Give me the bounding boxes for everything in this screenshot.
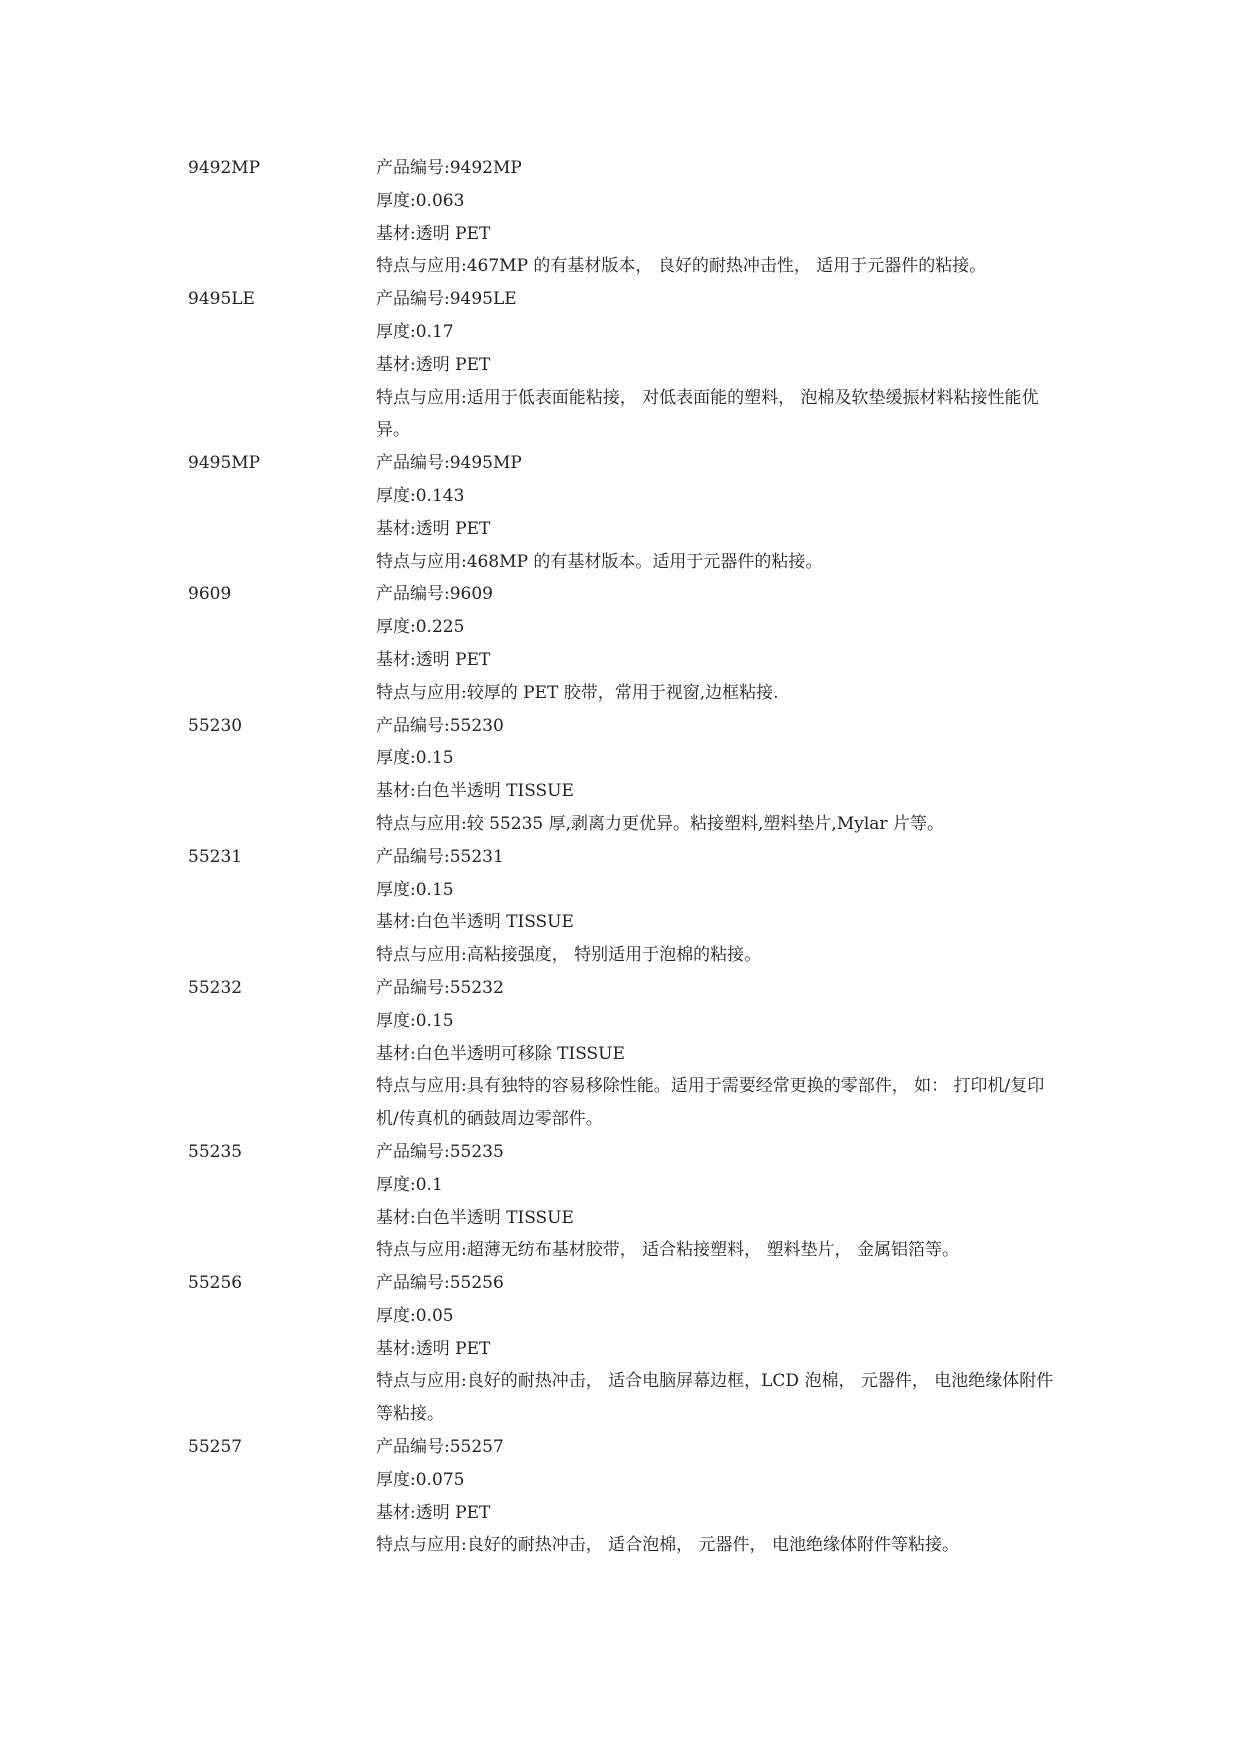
features-value: 超薄无纺布基材胶带， 适合粘接塑料， 塑料垫片， 金属铝箔等。 bbox=[466, 1240, 959, 1261]
features-value: 具有独特的容易移除性能。适用于需要经常更换的零部件， 如： 打印机/复印机/传真机的硒鼓周边零部件。 bbox=[376, 1076, 1045, 1130]
product-id-label: 产品编号: bbox=[376, 1141, 450, 1162]
product-details bbox=[376, 578, 1056, 709]
product-details bbox=[376, 447, 1056, 578]
features-line bbox=[376, 546, 1056, 579]
features-label: 特点与应用: bbox=[376, 1371, 467, 1392]
product-id-line bbox=[376, 152, 1056, 185]
substrate-label: 基材: bbox=[376, 781, 416, 802]
product-details bbox=[376, 283, 1056, 447]
substrate-label: 基材: bbox=[376, 518, 416, 539]
product-id-value: 9495LE bbox=[449, 289, 517, 310]
product-id-label: 产品编号: bbox=[376, 453, 450, 474]
product-id-line bbox=[376, 447, 1056, 480]
substrate-value: 透明 PET bbox=[415, 1502, 491, 1523]
substrate-label: 基材: bbox=[376, 223, 416, 244]
thickness-line bbox=[376, 316, 1056, 349]
substrate-line bbox=[376, 513, 1056, 546]
substrate-line bbox=[376, 1333, 1056, 1366]
product-details bbox=[376, 152, 1056, 283]
product-list bbox=[0, 152, 1241, 1562]
substrate-label: 基材: bbox=[376, 354, 416, 375]
features-line bbox=[376, 1529, 1056, 1562]
substrate-value: 透明 PET bbox=[415, 649, 491, 670]
substrate-label: 基材: bbox=[376, 912, 416, 933]
features-value: 良好的耐热冲击， 适合泡棉， 元器件， 电池绝缘体附件等粘接。 bbox=[466, 1535, 959, 1556]
product-entry bbox=[0, 710, 1241, 841]
product-code: 9495LE bbox=[188, 289, 255, 310]
thickness-value: 0.15 bbox=[415, 879, 454, 900]
thickness-label: 厚度: bbox=[376, 1174, 416, 1195]
substrate-value: 白色半透明可移除 TISSUE bbox=[415, 1043, 625, 1064]
product-id-value: 55232 bbox=[449, 977, 504, 998]
features-line bbox=[376, 677, 1056, 710]
features-line bbox=[376, 1070, 1056, 1136]
thickness-line bbox=[376, 1464, 1056, 1497]
product-id-line bbox=[376, 1267, 1056, 1300]
thickness-line bbox=[376, 480, 1056, 513]
features-value: 良好的耐热冲击， 适合电脑屏幕边框，LCD 泡棉， 元器件， 电池绝缘体附件等粘接。 bbox=[376, 1371, 1054, 1425]
thickness-value: 0.15 bbox=[415, 748, 454, 769]
substrate-line bbox=[376, 1202, 1056, 1235]
substrate-line bbox=[376, 218, 1056, 251]
substrate-label: 基材: bbox=[376, 1207, 416, 1228]
product-id-line bbox=[376, 710, 1056, 743]
features-label: 特点与应用: bbox=[376, 256, 467, 277]
thickness-label: 厚度: bbox=[376, 485, 416, 506]
features-line bbox=[376, 1234, 1056, 1267]
product-details bbox=[376, 841, 1056, 972]
substrate-value: 透明 PET bbox=[415, 1338, 491, 1359]
thickness-value: 0.225 bbox=[415, 617, 465, 638]
features-label: 特点与应用: bbox=[376, 387, 467, 408]
product-id-line bbox=[376, 283, 1056, 316]
thickness-line bbox=[376, 611, 1056, 644]
thickness-line bbox=[376, 185, 1056, 218]
product-details bbox=[376, 1267, 1056, 1431]
substrate-value: 透明 PET bbox=[415, 223, 491, 244]
substrate-line bbox=[376, 349, 1056, 382]
product-id-line bbox=[376, 841, 1056, 874]
product-id-value: 55231 bbox=[449, 846, 504, 867]
features-label: 特点与应用: bbox=[376, 682, 467, 703]
features-label: 特点与应用: bbox=[376, 551, 467, 572]
features-value: 适用于低表面能粘接， 对低表面能的塑料， 泡棉及软垫缓振材料粘接性能优异。 bbox=[376, 387, 1039, 441]
features-label: 特点与应用: bbox=[376, 945, 467, 966]
product-id-label: 产品编号: bbox=[376, 584, 450, 605]
product-entry bbox=[0, 972, 1241, 1136]
product-id-label: 产品编号: bbox=[376, 846, 450, 867]
product-code: 9495MP bbox=[188, 453, 261, 474]
product-details bbox=[376, 972, 1056, 1136]
product-id-line bbox=[376, 1136, 1056, 1169]
thickness-line bbox=[376, 742, 1056, 775]
product-id-label: 产品编号: bbox=[376, 158, 450, 178]
thickness-line bbox=[376, 874, 1056, 907]
product-id-value: 9609 bbox=[449, 584, 493, 605]
features-label: 特点与应用: bbox=[376, 1076, 467, 1097]
product-code: 55257 bbox=[188, 1437, 243, 1458]
features-label: 特点与应用: bbox=[376, 813, 467, 834]
product-code: 9609 bbox=[188, 584, 232, 605]
substrate-line bbox=[376, 775, 1056, 808]
features-value: 467MP 的有基材版本， 良好的耐热冲击性， 适用于元器件的粘接。 bbox=[466, 256, 987, 277]
thickness-line bbox=[376, 1300, 1056, 1333]
product-entry bbox=[0, 1136, 1241, 1267]
thickness-value: 0.17 bbox=[415, 321, 454, 342]
substrate-value: 透明 PET bbox=[415, 354, 491, 375]
substrate-value: 透明 PET bbox=[415, 518, 491, 539]
substrate-line bbox=[376, 906, 1056, 939]
product-id-line bbox=[376, 1431, 1056, 1464]
substrate-line bbox=[376, 1497, 1056, 1530]
features-line bbox=[376, 382, 1056, 448]
product-entry bbox=[0, 578, 1241, 709]
thickness-label: 厚度: bbox=[376, 1469, 416, 1490]
product-code: 55235 bbox=[188, 1141, 243, 1162]
product-code: 55230 bbox=[188, 715, 243, 736]
thickness-label: 厚度: bbox=[376, 879, 416, 900]
product-id-value: 9495MP bbox=[449, 453, 522, 474]
product-id-value: 55230 bbox=[449, 715, 504, 736]
substrate-label: 基材: bbox=[376, 1502, 416, 1523]
product-id-label: 产品编号: bbox=[376, 715, 450, 736]
thickness-value: 0.063 bbox=[415, 190, 465, 211]
product-id-label: 产品编号: bbox=[376, 1437, 450, 1458]
thickness-line bbox=[376, 1005, 1056, 1038]
product-id-label: 产品编号: bbox=[376, 977, 450, 998]
substrate-line bbox=[376, 644, 1056, 677]
product-id-label: 产品编号: bbox=[376, 1273, 450, 1294]
thickness-line bbox=[376, 1169, 1056, 1202]
product-code: 9492MP bbox=[188, 158, 261, 178]
features-label: 特点与应用: bbox=[376, 1240, 467, 1261]
substrate-label: 基材: bbox=[376, 1043, 416, 1064]
features-line bbox=[376, 250, 1056, 283]
features-line bbox=[376, 808, 1056, 841]
thickness-value: 0.15 bbox=[415, 1010, 454, 1031]
substrate-line bbox=[376, 1038, 1056, 1071]
product-id-line bbox=[376, 578, 1056, 611]
product-details bbox=[376, 1431, 1056, 1562]
features-value: 468MP 的有基材版本。适用于元器件的粘接。 bbox=[466, 551, 823, 572]
substrate-label: 基材: bbox=[376, 649, 416, 670]
product-code: 55231 bbox=[188, 846, 243, 867]
thickness-value: 0.05 bbox=[415, 1305, 454, 1326]
features-label: 特点与应用: bbox=[376, 1535, 467, 1556]
product-code: 55232 bbox=[188, 977, 243, 998]
product-details bbox=[376, 710, 1056, 841]
product-entry bbox=[0, 841, 1241, 972]
features-line bbox=[376, 939, 1056, 972]
product-entry bbox=[0, 152, 1241, 283]
substrate-value: 白色半透明 TISSUE bbox=[415, 912, 574, 933]
product-id-value: 9492MP bbox=[449, 158, 522, 178]
product-entry bbox=[0, 447, 1241, 578]
product-code: 55256 bbox=[188, 1273, 243, 1294]
product-id-value: 55235 bbox=[449, 1141, 504, 1162]
thickness-label: 厚度: bbox=[376, 1305, 416, 1326]
features-value: 较 55235 厚,剥离力更优异。粘接塑料,塑料垫片,Mylar 片等。 bbox=[466, 813, 944, 834]
thickness-value: 0.143 bbox=[415, 485, 465, 506]
product-id-line bbox=[376, 972, 1056, 1005]
features-value: 高粘接强度， 特别适用于泡棉的粘接。 bbox=[466, 945, 762, 966]
product-entry bbox=[0, 1267, 1241, 1431]
thickness-label: 厚度: bbox=[376, 617, 416, 638]
features-line bbox=[376, 1365, 1056, 1431]
product-id-value: 55256 bbox=[449, 1273, 504, 1294]
thickness-label: 厚度: bbox=[376, 190, 416, 211]
thickness-value: 0.1 bbox=[415, 1174, 443, 1195]
substrate-value: 白色半透明 TISSUE bbox=[415, 1207, 574, 1228]
product-entry bbox=[0, 1431, 1241, 1562]
product-entry bbox=[0, 283, 1241, 447]
substrate-label: 基材: bbox=[376, 1338, 416, 1359]
thickness-value: 0.075 bbox=[415, 1469, 465, 1490]
thickness-label: 厚度: bbox=[376, 321, 416, 342]
substrate-value: 白色半透明 TISSUE bbox=[415, 781, 574, 802]
thickness-label: 厚度: bbox=[376, 1010, 416, 1031]
features-value: 较厚的 PET 胶带，常用于视窗,边框粘接. bbox=[466, 682, 779, 703]
product-id-value: 55257 bbox=[449, 1437, 504, 1458]
thickness-label: 厚度: bbox=[376, 748, 416, 769]
product-id-label: 产品编号: bbox=[376, 289, 450, 310]
product-details bbox=[376, 1136, 1056, 1267]
